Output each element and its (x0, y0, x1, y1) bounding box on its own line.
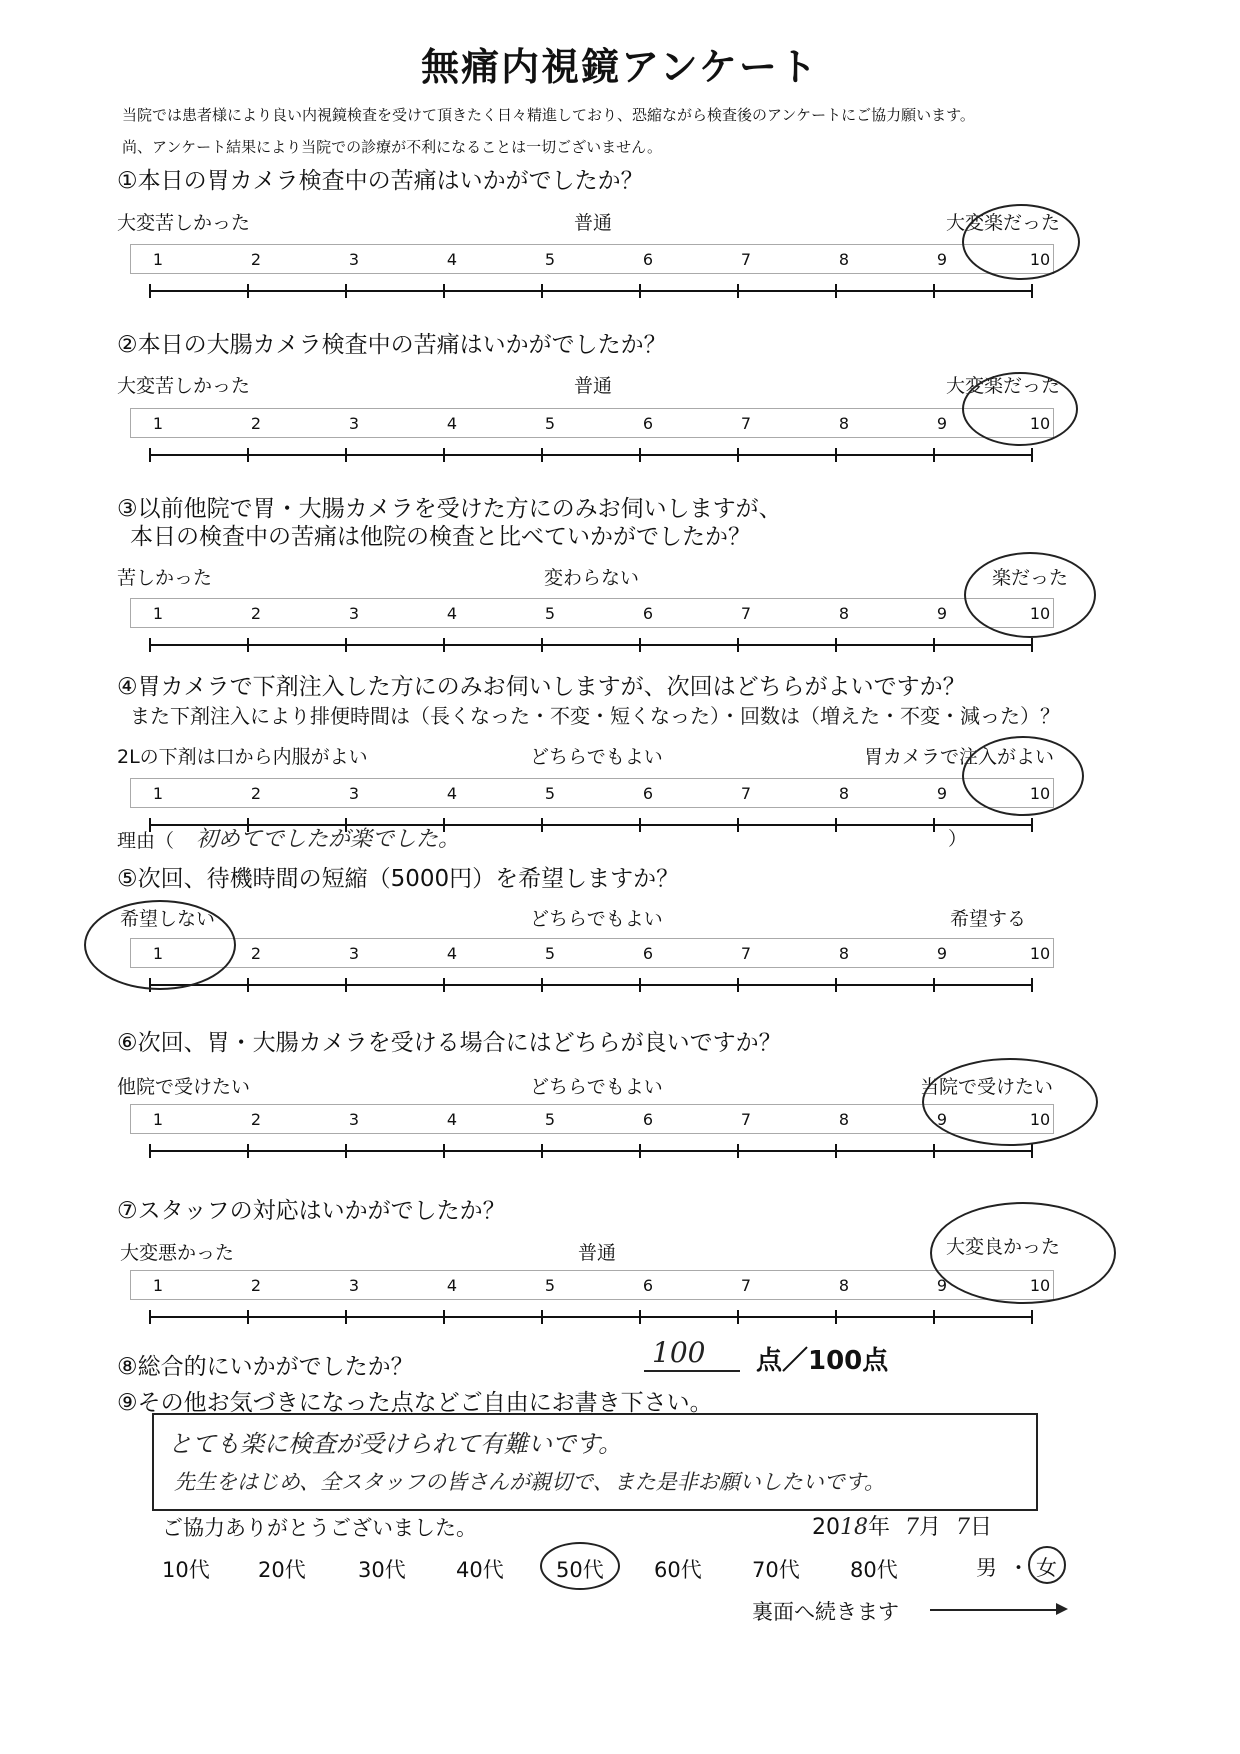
question-4-line-2: また下剤注入により排便時間は（長くなった・不変・短くなった）・回数は（増えた・不変・減った）？ (130, 704, 1060, 728)
q2-label-left: 大変苦しかった (117, 375, 251, 397)
scale-option-2[interactable]: 2 (250, 1110, 262, 1129)
scale-option-2[interactable]: 2 (250, 604, 262, 623)
scale-option-6[interactable]: 6 (642, 250, 654, 269)
q7-rating-scale[interactable] (130, 1270, 1056, 1338)
age-option-50[interactable]: 50代 (556, 1558, 604, 1582)
scale-option-3[interactable]: 3 (348, 784, 360, 803)
intro-line-1: 当院では患者様により良い内視鏡検査を受けて頂きたく日々精進しており、恐縮ながら検査後のアンケートにご協力願います。 (122, 106, 975, 124)
question-9: ⑨その他お気づきになった点などご自由にお書き下さい。 (117, 1390, 713, 1416)
scale-option-5[interactable]: 5 (544, 604, 556, 623)
scale-tick (541, 1144, 543, 1158)
scale-box (130, 1104, 1054, 1134)
scale-option-3[interactable]: 3 (348, 604, 360, 623)
age-answer-circle (540, 1542, 620, 1590)
age-option-20[interactable]: 20代 (258, 1558, 306, 1582)
scale-option-10[interactable]: 10 (1029, 784, 1051, 803)
q4-label-mid: どちらでもよい (530, 746, 663, 768)
scale-tick (639, 1144, 641, 1158)
scale-option-6[interactable]: 6 (642, 784, 654, 803)
scale-tick (247, 978, 249, 992)
scale-tick (541, 1310, 543, 1324)
q7-answer-circle (930, 1202, 1116, 1304)
date-year[interactable]: 18 (840, 1515, 868, 1540)
scale-box (130, 598, 1054, 628)
scale-axis-line (150, 454, 1032, 456)
scale-tick (1031, 978, 1033, 992)
scale-option-2[interactable]: 2 (250, 414, 262, 433)
scale-option-6[interactable]: 6 (642, 1110, 654, 1129)
scale-tick (247, 1310, 249, 1324)
q9-comment-line-2: 先生をはじめ、全スタッフの皆さんが親切で、また是非お願いしたいです。 (174, 1470, 886, 1494)
scale-option-3[interactable]: 3 (348, 1110, 360, 1129)
age-option-70[interactable]: 70代 (752, 1558, 800, 1582)
date-prefix: 20 (812, 1515, 840, 1540)
scale-tick (541, 638, 543, 652)
scale-tick (737, 448, 739, 462)
q3-label-mid: 変わらない (544, 567, 640, 589)
scale-tick (835, 818, 837, 832)
scale-tick (345, 284, 347, 298)
page-title: 無痛内視鏡アンケート (421, 45, 819, 89)
scale-tick (345, 1144, 347, 1158)
scale-option-10[interactable]: 10 (1029, 414, 1051, 433)
scale-option-9[interactable]: 9 (936, 604, 948, 623)
age-option-60[interactable]: 60代 (654, 1558, 702, 1582)
scale-option-1[interactable]: 1 (152, 250, 164, 269)
arrow-right-icon (1056, 1603, 1068, 1615)
question-1: ①本日の胃カメラ検査中の苦痛はいかがでしたか？ (117, 168, 644, 194)
q8-score-value[interactable]: 100 (652, 1336, 706, 1369)
scale-option-4[interactable]: 4 (446, 1110, 458, 1129)
scale-option-9[interactable]: 9 (936, 414, 948, 433)
q5-label-mid: どちらでもよい (530, 908, 663, 930)
scale-option-10[interactable]: 10 (1029, 604, 1051, 623)
date-day[interactable]: 7 (956, 1515, 971, 1540)
scale-tick (835, 1144, 837, 1158)
q5-answer-circle (84, 900, 236, 990)
scale-tick (737, 818, 739, 832)
scale-tick (541, 818, 543, 832)
scale-option-3[interactable]: 3 (348, 944, 360, 963)
scale-option-8[interactable]: 8 (838, 604, 850, 623)
q4-reason-close: ） (948, 828, 968, 850)
q7-label-left: 大変悪かった (120, 1242, 235, 1264)
q4-label-right: 胃カメラで注入がよい (864, 746, 1055, 768)
q2-label-right: 大変楽だった (946, 375, 1061, 397)
scale-tick (1031, 638, 1033, 652)
q1-label-right: 大変楽だった (946, 212, 1061, 234)
scale-tick (737, 284, 739, 298)
scale-option-2[interactable]: 2 (250, 944, 262, 963)
question-7: ⑦スタッフの対応はいかがでしたか？ (117, 1198, 506, 1224)
scale-tick (345, 978, 347, 992)
q1-label-left: 大変苦しかった (117, 212, 251, 234)
question-5: ⑤次回、待機時間の短縮（5000円）を希望しますか？ (117, 866, 680, 892)
q3-rating-scale[interactable] (130, 598, 1056, 666)
scale-option-7[interactable]: 7 (740, 1110, 752, 1129)
scale-option-7[interactable]: 7 (740, 414, 752, 433)
scale-option-3[interactable]: 3 (348, 414, 360, 433)
q2-label-mid: 普通 (574, 375, 613, 397)
scale-axis-line (150, 1150, 1032, 1152)
scale-axis-line (150, 984, 1032, 986)
scale-tick (443, 1144, 445, 1158)
q6-label-right: 当院で受けたい (920, 1076, 1054, 1098)
q3-answer-circle (964, 552, 1096, 638)
scale-tick (835, 448, 837, 462)
scale-option-5[interactable]: 5 (544, 1110, 556, 1129)
scale-option-9[interactable]: 9 (936, 1276, 948, 1295)
scale-tick (443, 448, 445, 462)
scale-tick (933, 1310, 935, 1324)
date-day-unit: 日 (970, 1515, 993, 1540)
scale-tick (443, 638, 445, 652)
question-6: ⑥次回、胃・大腸カメラを受ける場合にはどちらが良いですか？ (117, 1030, 782, 1056)
scale-tick (541, 448, 543, 462)
scale-option-7[interactable]: 7 (740, 604, 752, 623)
scale-tick (737, 638, 739, 652)
question-2: ②本日の大腸カメラ検査中の苦痛はいかがでしたか？ (117, 332, 667, 358)
scale-tick (933, 448, 935, 462)
scale-tick (247, 1144, 249, 1158)
q1-label-mid: 普通 (574, 212, 613, 234)
q5-label-right: 希望する (950, 908, 1027, 930)
scale-tick (345, 638, 347, 652)
q3-label-left: 苦しかった (117, 567, 213, 589)
scale-axis-line (150, 1316, 1032, 1318)
scale-tick (933, 284, 935, 298)
scale-box (130, 244, 1054, 274)
q1-rating-scale[interactable] (130, 244, 1056, 312)
scale-option-5[interactable]: 5 (544, 250, 556, 269)
q1-answer-circle (962, 204, 1080, 280)
scale-tick (247, 284, 249, 298)
scale-tick (541, 284, 543, 298)
q9-comment-line-1: とても楽に検査が受けられて有難いです。 (168, 1430, 623, 1458)
scale-option-7[interactable]: 7 (740, 1276, 752, 1295)
scale-box (130, 408, 1054, 438)
question-8: ⑧総合的にいかがでしたか？ (117, 1354, 414, 1380)
date-year-unit: 年 (868, 1515, 891, 1540)
scale-option-10[interactable]: 10 (1029, 1110, 1051, 1129)
scale-tick (639, 284, 641, 298)
scale-tick (933, 818, 935, 832)
question-3-line-2: 本日の検査中の苦痛は他院の検査と比べていかがでしたか？ (130, 524, 751, 550)
q8-score-suffix: 点／100点 (756, 1346, 889, 1376)
age-option-40[interactable]: 40代 (456, 1558, 504, 1582)
scale-option-1[interactable]: 1 (152, 414, 164, 433)
scale-tick (737, 978, 739, 992)
age-option-30[interactable]: 30代 (358, 1558, 406, 1582)
scale-option-6[interactable]: 6 (642, 944, 654, 963)
scale-tick (835, 1310, 837, 1324)
scale-tick (149, 1144, 151, 1158)
scale-option-8[interactable]: 8 (838, 1276, 850, 1295)
thanks-text: ご協力ありがとうございました。 (162, 1516, 477, 1540)
q7-label-right: 大変良かった (946, 1236, 1061, 1258)
q7-label-mid: 普通 (578, 1242, 617, 1264)
scale-option-9[interactable]: 9 (936, 1110, 948, 1129)
age-option-10[interactable]: 10代 (162, 1558, 210, 1582)
scale-option-1[interactable]: 1 (152, 604, 164, 623)
scale-tick (933, 978, 935, 992)
scale-option-8[interactable]: 8 (838, 414, 850, 433)
scale-option-1[interactable]: 1 (152, 784, 164, 803)
scale-tick (639, 448, 641, 462)
q3-label-right: 楽だった (992, 567, 1069, 589)
scale-tick (1031, 818, 1033, 832)
question-4-line-1: ④胃カメラで下剤注入した方にのみお伺いしますが、次回はどちらがよいですか？ (117, 674, 966, 700)
scale-option-10[interactable]: 10 (1029, 944, 1051, 963)
scale-option-8[interactable]: 8 (838, 1110, 850, 1129)
scale-box (130, 938, 1054, 968)
scale-axis-line (150, 290, 1032, 292)
scale-tick (1031, 284, 1033, 298)
scale-tick (345, 1310, 347, 1324)
scale-tick (1031, 1310, 1033, 1324)
scale-tick (835, 978, 837, 992)
scale-option-10[interactable]: 10 (1029, 1276, 1051, 1295)
scale-option-3[interactable]: 3 (348, 1276, 360, 1295)
scale-tick (933, 1144, 935, 1158)
scale-option-6[interactable]: 6 (642, 604, 654, 623)
scale-option-1[interactable]: 1 (152, 1110, 164, 1129)
scale-tick (247, 638, 249, 652)
continue-arrow-line (930, 1609, 1060, 1611)
q6-label-mid: どちらでもよい (530, 1076, 663, 1098)
q6-label-left: 他院で受けたい (117, 1076, 251, 1098)
scale-axis-line (150, 644, 1032, 646)
q4-answer-circle (962, 736, 1084, 816)
scale-option-4[interactable]: 4 (446, 784, 458, 803)
question-3-line-1: ③以前他院で胃・大腸カメラを受けた方にのみお伺いしますが、 (117, 496, 782, 522)
scale-option-10[interactable]: 10 (1029, 250, 1051, 269)
scale-option-6[interactable]: 6 (642, 414, 654, 433)
scale-box (130, 1270, 1054, 1300)
scale-option-1[interactable]: 1 (152, 1276, 164, 1295)
scale-tick (639, 638, 641, 652)
q4-reason-text[interactable]: 初めてでしたが楽でした。 (196, 827, 461, 852)
date (812, 1510, 992, 1541)
scale-tick (149, 448, 151, 462)
scale-option-8[interactable]: 8 (838, 250, 850, 269)
scale-option-7[interactable]: 7 (740, 250, 752, 269)
scale-tick (1031, 448, 1033, 462)
scale-tick (541, 978, 543, 992)
scale-tick (443, 978, 445, 992)
scale-tick (835, 638, 837, 652)
scale-option-4[interactable]: 4 (446, 414, 458, 433)
q5-rating-scale[interactable] (130, 938, 1056, 1006)
scale-option-4[interactable]: 4 (446, 944, 458, 963)
scale-tick (639, 818, 641, 832)
date-month[interactable]: 7 (905, 1515, 920, 1540)
scale-option-2[interactable]: 2 (250, 250, 262, 269)
scale-option-2[interactable]: 2 (250, 1276, 262, 1295)
scale-tick (639, 978, 641, 992)
gender-male[interactable]: 男 (976, 1556, 997, 1580)
scale-tick (149, 638, 151, 652)
scale-tick (345, 448, 347, 462)
q6-rating-scale[interactable] (130, 1104, 1056, 1172)
q2-rating-scale[interactable] (130, 408, 1056, 476)
continue-text: 裏面へ続きます (752, 1600, 899, 1624)
scale-option-7[interactable]: 7 (740, 784, 752, 803)
q6-answer-circle (922, 1058, 1098, 1146)
gender-answer-circle (1028, 1546, 1066, 1584)
scale-option-9[interactable]: 9 (936, 944, 948, 963)
q8-score-underline (644, 1370, 740, 1372)
gender-separator: ・ (1008, 1556, 1029, 1580)
q4-label-left: 2Lの下剤は口から内服がよい (117, 746, 368, 768)
scale-option-8[interactable]: 8 (838, 784, 850, 803)
scale-option-4[interactable]: 4 (446, 604, 458, 623)
scale-tick (737, 1310, 739, 1324)
scale-option-5[interactable]: 5 (544, 1276, 556, 1295)
scale-option-4[interactable]: 4 (446, 250, 458, 269)
scale-option-9[interactable]: 9 (936, 784, 948, 803)
q4-reason-label: 理由（ (117, 830, 175, 852)
scale-option-8[interactable]: 8 (838, 944, 850, 963)
scale-tick (933, 638, 935, 652)
intro-line-2: 尚、アンケート結果により当院での診療が不利になることは一切ございません。 (122, 138, 663, 156)
scale-tick (247, 448, 249, 462)
q2-answer-circle (962, 372, 1078, 446)
scale-option-4[interactable]: 4 (446, 1276, 458, 1295)
gender-female[interactable]: 女 (1036, 1556, 1057, 1580)
date-month-unit: 月 (919, 1515, 942, 1540)
scale-tick (149, 1310, 151, 1324)
scale-tick (835, 284, 837, 298)
scale-tick (443, 1310, 445, 1324)
scale-tick (443, 284, 445, 298)
scale-tick (639, 1310, 641, 1324)
scale-option-5[interactable]: 5 (544, 784, 556, 803)
scale-option-1[interactable]: 1 (152, 944, 164, 963)
scale-tick (149, 284, 151, 298)
scale-option-3[interactable]: 3 (348, 250, 360, 269)
scale-option-2[interactable]: 2 (250, 784, 262, 803)
scale-tick (737, 1144, 739, 1158)
scale-box (130, 778, 1054, 808)
scale-option-9[interactable]: 9 (936, 250, 948, 269)
scale-option-6[interactable]: 6 (642, 1276, 654, 1295)
age-option-80[interactable]: 80代 (850, 1558, 898, 1582)
scale-tick (1031, 1144, 1033, 1158)
q5-label-left: 希望しない (120, 908, 216, 930)
scale-option-5[interactable]: 5 (544, 414, 556, 433)
scale-option-5[interactable]: 5 (544, 944, 556, 963)
scale-option-7[interactable]: 7 (740, 944, 752, 963)
